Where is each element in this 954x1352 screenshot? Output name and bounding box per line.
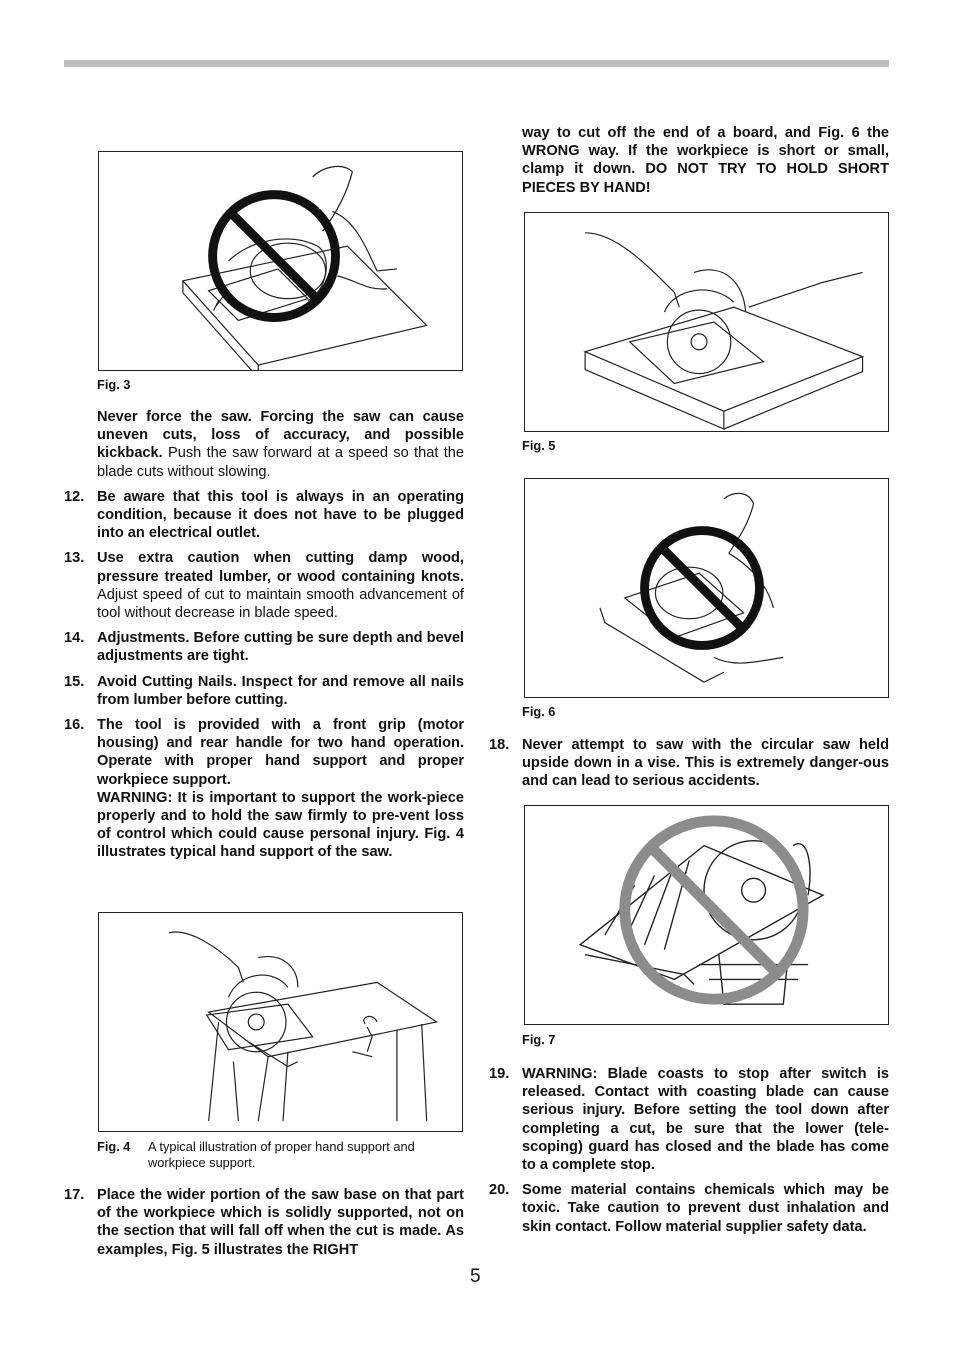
list-item-15: 15. Avoid Cutting Nails. Inspect for and remove all nails from lumber before cutting. bbox=[64, 673, 464, 708]
fig4-illustration bbox=[99, 913, 462, 1131]
fig3-label: Fig. 3 bbox=[97, 377, 131, 392]
figure-5 bbox=[524, 212, 889, 432]
header-bar bbox=[64, 60, 889, 67]
prohibition-sign-fig3 bbox=[213, 195, 336, 318]
fig5-illustration bbox=[525, 213, 888, 431]
item17-continuation: way to cut off the end of a board, and Fig. 6 the WRONG way. If the workpiece is short or small, clamp it down. DO NOT TRY TO HOLD SHORT PIECES BY HAND! bbox=[522, 125, 889, 196]
figure-6 bbox=[524, 478, 889, 698]
figure-4 bbox=[98, 912, 463, 1132]
fig6-label: Fig. 6 bbox=[522, 704, 556, 719]
fig4-description: A typical illustration of proper hand support and workpiece support. bbox=[148, 1139, 415, 1170]
fig5-label: Fig. 5 bbox=[522, 438, 556, 453]
fig3-illustration bbox=[99, 152, 462, 370]
right-column-top bbox=[489, 124, 889, 197]
fig7-label: Fig. 7 bbox=[522, 1032, 556, 1047]
prohibition-sign-fig7 bbox=[625, 821, 803, 999]
list-item-17: 17. Place the wider portion of the saw base on that part of the workpiece which is solidly supported, not on the section that will fall off when the cut is made. As examples, Fig. 5 illustrates the RIGHT bbox=[64, 1187, 464, 1258]
list-item-18: 18. Never attempt to saw with the circular saw held upside down in a vise. This is extremely danger-ous and can lead to serious accidents. bbox=[489, 737, 889, 790]
list-item-12: 12. Be aware that this tool is always in an operating condition, because it does not have to be plugged into an electrical outlet. bbox=[64, 488, 464, 542]
list-item-16: 16. The tool is provided with a front grip (motor housing) and rear handle for two hand operation. Operate with proper hand support and proper workpiece support. WARNING: It is important to support the work-piece properly and to hold the saw firmly to pre-vent loss of control which could cause personal injury. Fig. 4 illustrates typical hand support of the saw. bbox=[64, 717, 464, 861]
fig4-label: Fig. 4 bbox=[97, 1139, 131, 1154]
fig7-illustration bbox=[525, 806, 888, 1024]
list-item-13: 13. Use extra caution when cutting damp wood, pressure treated lumber, or wood containing knots. Adjust speed of cut to maintain smooth advancement of tool without decrease in blade speed. bbox=[64, 550, 464, 622]
right-column-mid bbox=[489, 736, 889, 798]
warning-16: WARNING: It is important to support the work-piece properly and to hold the saw firmly to pre-vent loss of control which could cause personal injury. Fig. 4 illustrates typical hand support of the saw. bbox=[97, 789, 464, 861]
list-item-19: 19. WARNING: Blade coasts to stop after switch is released. Contact with coasting blade can cause serious injury. Before setting the tool down after completing a cut, be sure that the lower (tele-scoping) guard has closed and the blade has come to a complete stop. bbox=[489, 1066, 889, 1174]
left-column-bottom bbox=[64, 1186, 464, 1266]
intro-paragraph: Never force the saw. Forcing the saw can cause uneven cuts, loss of accuracy, and possible kickback. Push the saw forward at a speed so that the blade cuts without slowing. bbox=[97, 409, 464, 480]
right-column-bottom bbox=[489, 1065, 889, 1243]
page-number: 5 bbox=[470, 1266, 481, 1287]
list-item-14: 14. Adjustments. Before cutting be sure depth and bevel adjustments are tight. bbox=[64, 630, 464, 665]
left-column bbox=[64, 408, 464, 869]
figure-7 bbox=[524, 805, 889, 1025]
list-item-20: 20. Some material contains chemicals which may be toxic. Take caution to prevent dust inhalation and skin contact. Follow material supplier safety data. bbox=[489, 1182, 889, 1235]
fig6-illustration bbox=[525, 479, 888, 697]
figure-3 bbox=[98, 151, 463, 371]
